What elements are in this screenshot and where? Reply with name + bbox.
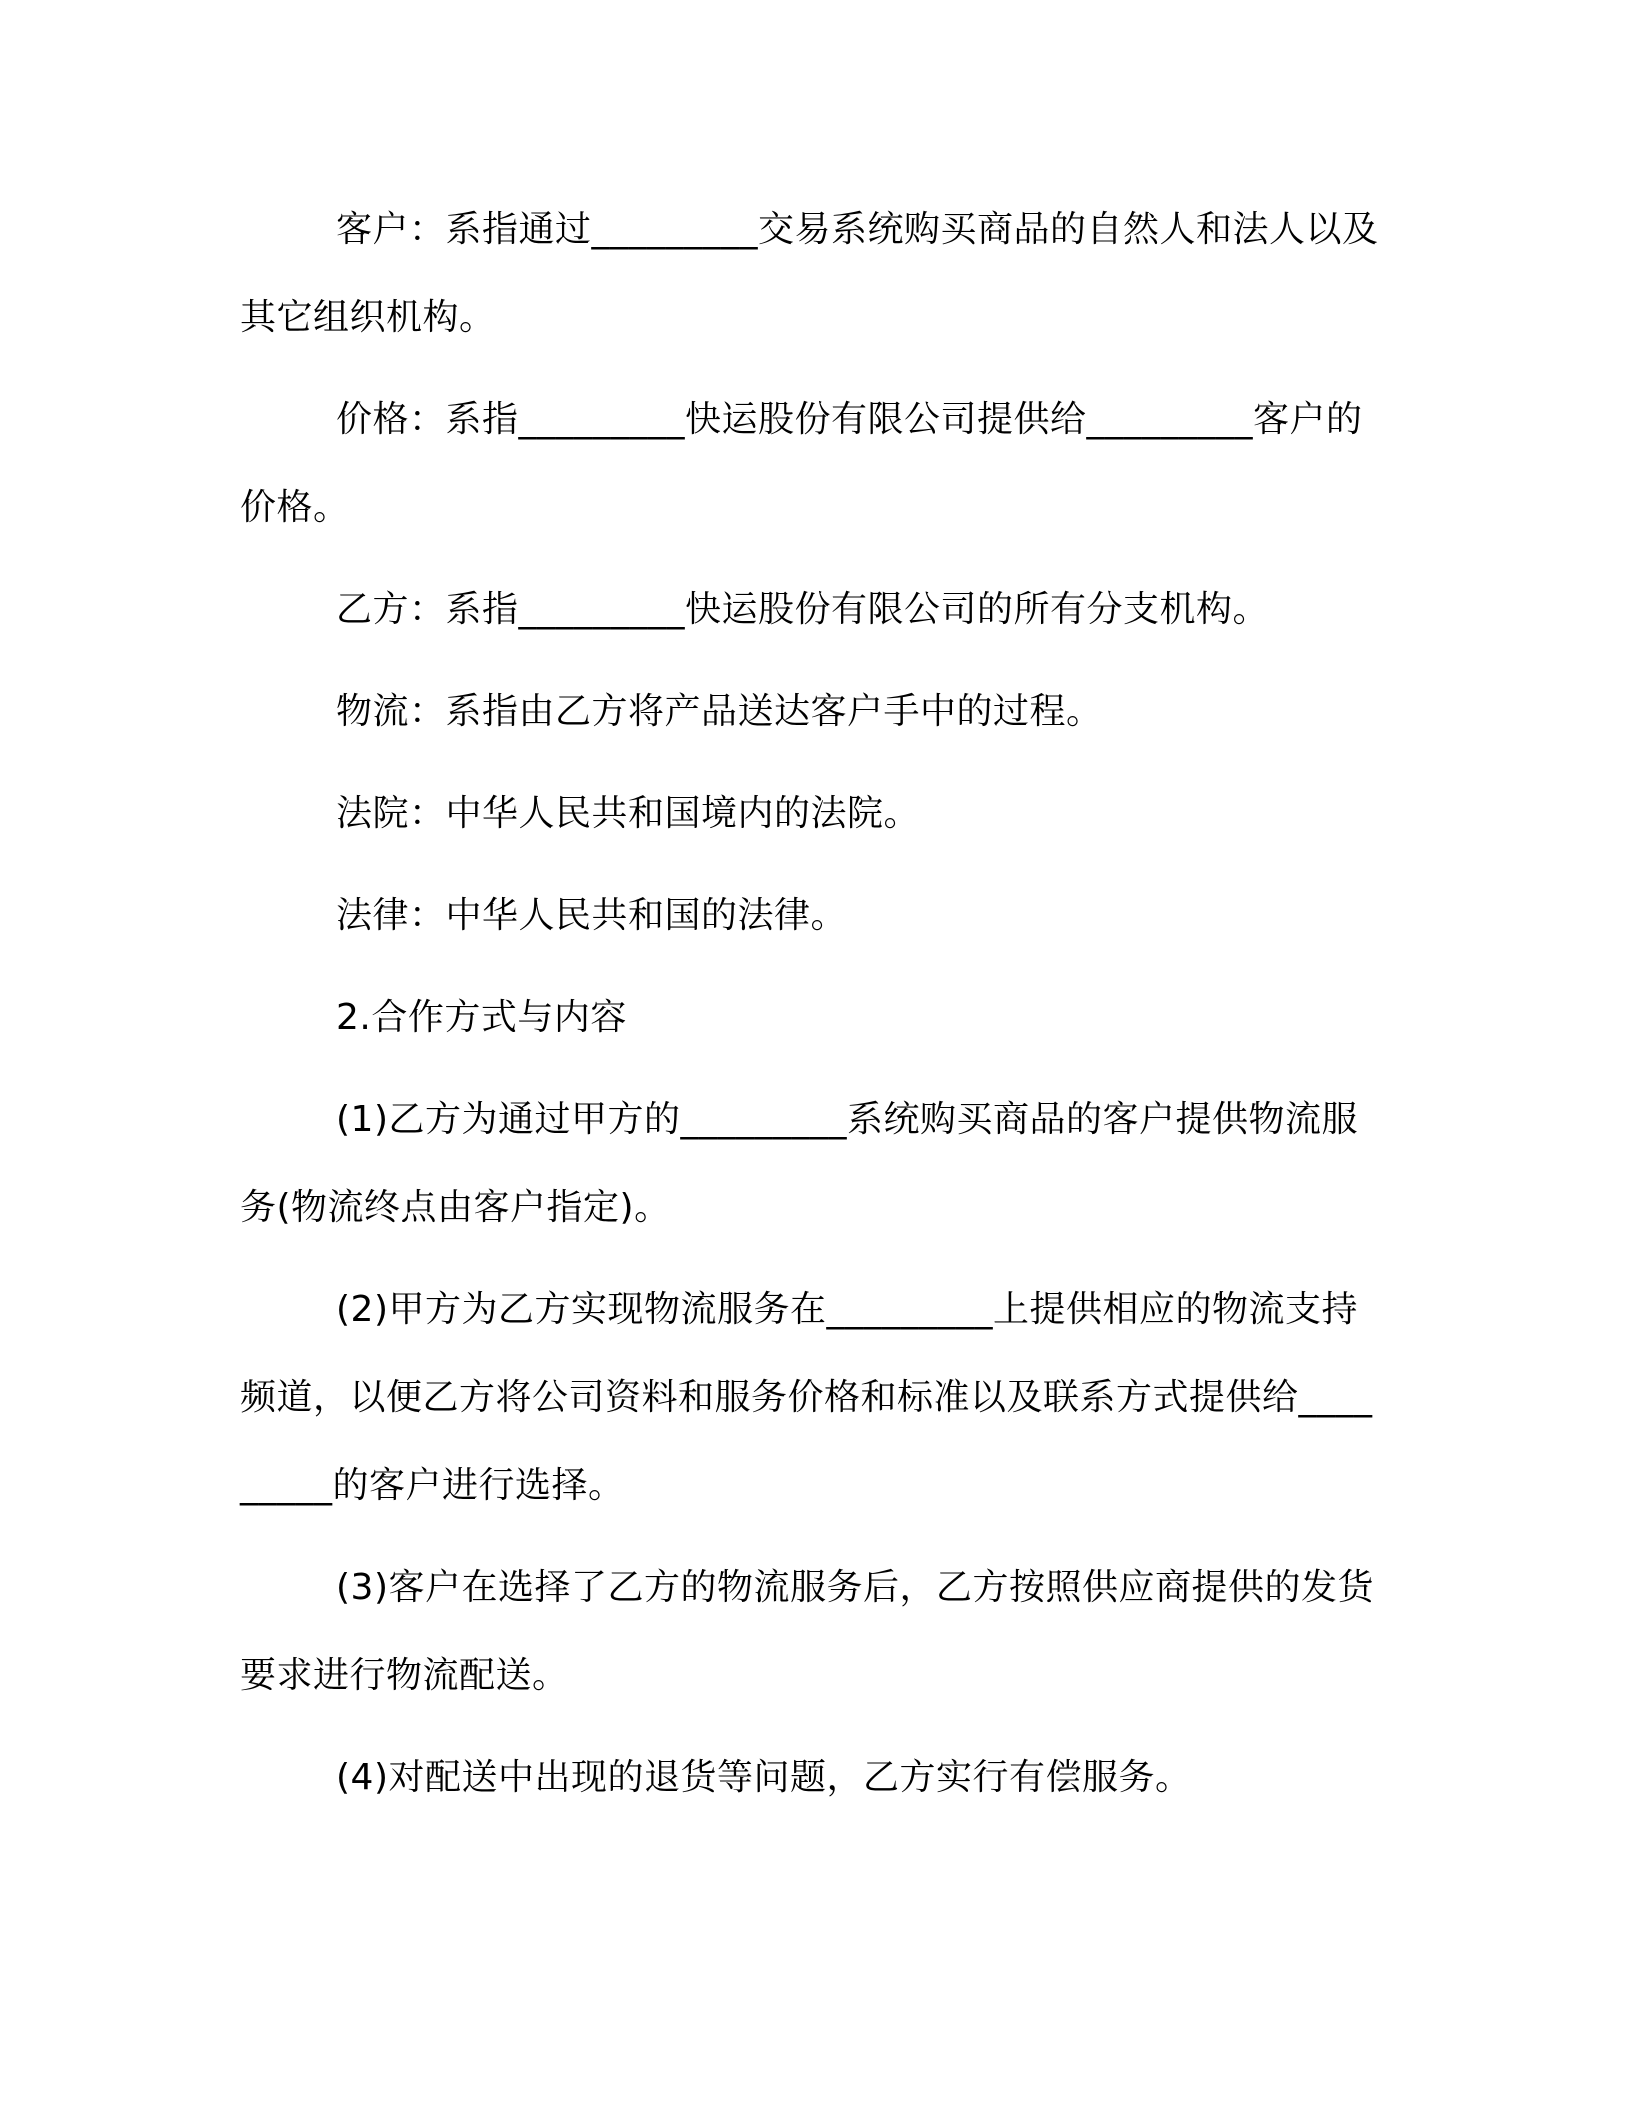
definition-customer: 客户：系指通过_________交易系统购买商品的自然人和法人以及其它组织机构。 (240, 209, 1379, 338)
definition-price: 价格：系指_________快运股份有限公司提供给_________客户的价格。 (240, 399, 1363, 528)
definition-party-b: 乙方：系指_________快运股份有限公司的所有分支机构。 (336, 589, 1270, 630)
clause-1: (1)乙方为通过甲方的_________系统购买商品的客户提供物流服务(物流终点由客户指定)。 (240, 1099, 1358, 1228)
definition-logistics: 物流：系指由乙方将产品送达客户手中的过程。 (336, 691, 1103, 732)
clause-3: (3)客户在选择了乙方的物流服务后，乙方按照供应商提供的发货要求进行物流配送。 (240, 1567, 1374, 1696)
clause-4: (4)对配送中出现的退货等问题，乙方实行有偿服务。 (336, 1757, 1192, 1798)
clause-2: (2)甲方为乙方实现物流服务在_________上提供相应的物流支持频道，以便乙方将公司资料和服务价格和标准以及联系方式提供给_________的客户进行选择。 (240, 1289, 1373, 1506)
document-body (240, 186, 1380, 1836)
section-heading-cooperation: 2.合作方式与内容 (336, 997, 627, 1038)
definition-law: 法律：中华人民共和国的法律。 (336, 895, 848, 936)
definition-court: 法院：中华人民共和国境内的法院。 (336, 793, 921, 834)
